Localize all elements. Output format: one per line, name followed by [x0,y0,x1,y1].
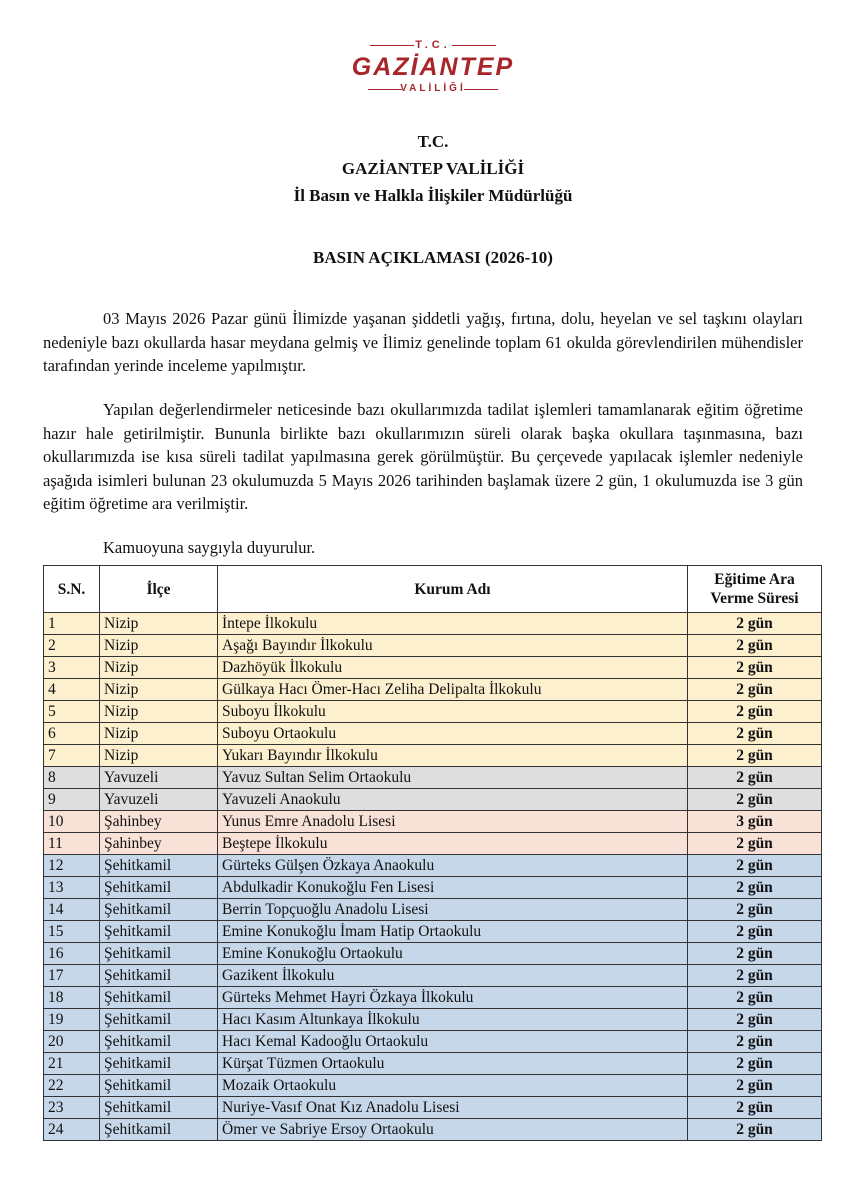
cell-sn: 24 [44,1119,100,1141]
cell-district: Nizip [100,723,218,745]
cell-sn: 3 [44,657,100,679]
cell-institution: Hacı Kasım Altunkaya İlkokulu [218,1009,688,1031]
cell-duration: 2 gün [688,767,822,789]
cell-sn: 15 [44,921,100,943]
table-row [44,723,822,745]
school-list-table [43,565,822,1141]
table-row [44,943,822,965]
cell-duration: 2 gün [688,965,822,987]
cell-sn: 7 [44,745,100,767]
cell-duration: 2 gün [688,723,822,745]
cell-institution: Ömer ve Sabriye Ersoy Ortaokulu [218,1119,688,1141]
cell-sn: 21 [44,1053,100,1075]
cell-duration: 2 gün [688,613,822,635]
cell-duration: 2 gün [688,1053,822,1075]
header-district: İlçe [100,566,218,613]
paragraph-1 [43,307,803,378]
cell-institution: Suboyu Ortaokulu [218,723,688,745]
cell-sn: 1 [44,613,100,635]
table-row [44,767,822,789]
cell-duration: 2 gün [688,635,822,657]
cell-duration: 2 gün [688,943,822,965]
cell-duration: 3 gün [688,811,822,833]
logo-city-name: GAZİANTEP [351,53,515,81]
cell-district: Nizip [100,745,218,767]
cell-duration: 2 gün [688,1097,822,1119]
table-body [44,613,822,1141]
cell-institution: Abdulkadir Konukoğlu Fen Lisesi [218,877,688,899]
cell-district: Nizip [100,613,218,635]
cell-district: Şehitkamil [100,921,218,943]
cell-institution: Dazhöyük İlkokulu [218,657,688,679]
cell-district: Şehitkamil [100,987,218,1009]
cell-district: Şahinbey [100,811,218,833]
cell-institution: Gürteks Gülşen Özkaya Anaokulu [218,855,688,877]
cell-district: Şehitkamil [100,1119,218,1141]
cell-district: Nizip [100,701,218,723]
cell-district: Şehitkamil [100,943,218,965]
cell-duration: 2 gün [688,657,822,679]
table-row [44,899,822,921]
cell-institution: Gazikent İlkokulu [218,965,688,987]
cell-sn: 17 [44,965,100,987]
table-header-row [44,566,822,613]
cell-institution: Kürşat Tüzmen Ortaokulu [218,1053,688,1075]
table-row [44,613,822,635]
table-row [44,1053,822,1075]
table-row [44,1031,822,1053]
cell-district: Şehitkamil [100,899,218,921]
table-row [44,635,822,657]
cell-sn: 4 [44,679,100,701]
cell-district: Yavuzeli [100,789,218,811]
table-row [44,1119,822,1141]
cell-institution: Hacı Kemal Kadooğlu Ortaokulu [218,1031,688,1053]
header-directorate: İl Basın ve Halkla İlişkiler Müdürlüğü [293,186,573,205]
cell-duration: 2 gün [688,833,822,855]
cell-institution: Emine Konukoğlu Ortaokulu [218,943,688,965]
cell-sn: 18 [44,987,100,1009]
cell-district: Şehitkamil [100,1053,218,1075]
cell-sn: 23 [44,1097,100,1119]
cell-institution: Suboyu İlkokulu [218,701,688,723]
table-row [44,987,822,1009]
cell-sn: 13 [44,877,100,899]
cell-sn: 16 [44,943,100,965]
table-row [44,1075,822,1097]
cell-duration: 2 gün [688,877,822,899]
table-row [44,921,822,943]
cell-institution: Berrin Topçuoğlu Anadolu Lisesi [218,899,688,921]
cell-institution: Beştepe İlkokulu [218,833,688,855]
cell-district: Şehitkamil [100,1031,218,1053]
cell-institution: Aşağı Bayındır İlkokulu [218,635,688,657]
cell-duration: 2 gün [688,921,822,943]
header-institution: Kurum Adı [218,566,688,613]
table-row [44,965,822,987]
cell-sn: 10 [44,811,100,833]
cell-institution: Mozaik Ortaokulu [218,1075,688,1097]
table-row [44,877,822,899]
table-row [44,811,822,833]
cell-sn: 14 [44,899,100,921]
cell-institution: Yavuzeli Anaokulu [218,789,688,811]
cell-institution: Yunus Emre Anadolu Lisesi [218,811,688,833]
cell-duration: 2 gün [688,1031,822,1053]
cell-institution: Nuriye-Vasıf Onat Kız Anadolu Lisesi [218,1097,688,1119]
cell-sn: 22 [44,1075,100,1097]
cell-duration: 2 gün [688,1009,822,1031]
cell-district: Şehitkamil [100,855,218,877]
cell-institution: Gürteks Mehmet Hayri Özkaya İlkokulu [218,987,688,1009]
table-row [44,855,822,877]
cell-sn: 12 [44,855,100,877]
paragraph-2-text: Yapılan değerlendirmeler neticesinde bazı okullarımızda tadilat işlemleri tamamlanarak eğitim öğretime hazır hale getirilmiştir. Bununla birlikte bazı okullarımızın süreli olarak başka okullara taşınmasına, bazı okullarımızda ise kısa süreli tadilat yapılmasına gerek görülmüştür. Bu çerçevede yapılacak işlemler nedeniyle aşağıda isimleri bulunan 23 okulumuzda 5 Mayıs 2026 tarihinden başlamak üzere 2 gün, 1 okulumuzda ise 3 gün eğitim öğretime ara verilmiştir. [43,400,803,513]
cell-duration: 2 gün [688,987,822,1009]
cell-sn: 20 [44,1031,100,1053]
cell-sn: 9 [44,789,100,811]
table-row [44,789,822,811]
paragraph-3 [43,536,803,560]
cell-district: Şehitkamil [100,965,218,987]
table-row [44,1009,822,1031]
logo-tc: T.C. [0,38,866,52]
cell-duration: 2 gün [688,701,822,723]
cell-sn: 6 [44,723,100,745]
table-row [44,679,822,701]
cell-institution: Yukarı Bayındır İlkokulu [218,745,688,767]
governorship-logo [0,38,866,96]
header-sn: S.N. [44,566,100,613]
logo-valiligi: VALİLİĞİ [0,82,866,96]
header-tc: T.C. [417,132,449,151]
cell-district: Şehitkamil [100,1097,218,1119]
table-row [44,701,822,723]
cell-duration: 2 gün [688,745,822,767]
cell-district: Yavuzeli [100,767,218,789]
cell-district: Şehitkamil [100,877,218,899]
header-duration: Eğitime Ara Verme Süresi [688,566,822,613]
cell-district: Şehitkamil [100,1009,218,1031]
cell-duration: 2 gün [688,855,822,877]
cell-institution: İntepe İlkokulu [218,613,688,635]
document-title: BASIN AÇIKLAMASI (2026-10) [313,248,553,267]
cell-institution: Emine Konukoğlu İmam Hatip Ortaokulu [218,921,688,943]
paragraph-3-text: Kamuoyuna saygıyla duyurulur. [103,538,316,557]
cell-institution: Yavuz Sultan Selim Ortaokulu [218,767,688,789]
cell-sn: 5 [44,701,100,723]
cell-duration: 2 gün [688,679,822,701]
header-governorship: GAZİANTEP VALİLİĞİ [341,159,525,178]
table-row [44,1097,822,1119]
cell-sn: 8 [44,767,100,789]
cell-sn: 11 [44,833,100,855]
table-row [44,745,822,767]
cell-duration: 2 gün [688,899,822,921]
cell-district: Nizip [100,635,218,657]
table-row [44,833,822,855]
cell-duration: 2 gün [688,789,822,811]
table-row [44,657,822,679]
cell-sn: 19 [44,1009,100,1031]
cell-institution: Gülkaya Hacı Ömer-Hacı Zeliha Delipalta İlkokulu [218,679,688,701]
cell-district: Şehitkamil [100,1075,218,1097]
cell-district: Şahinbey [100,833,218,855]
paragraph-2 [43,398,803,516]
cell-district: Nizip [100,657,218,679]
paragraph-1-text: 03 Mayıs 2026 Pazar günü İlimizde yaşanan şiddetli yağış, fırtına, dolu, heyelan ve sel taşkını olayları nedeniyle bazı okullarda hasar meydana gelmiş ve İlimiz genelinde toplam 61 okulda görevlendirilen mühendisler tarafından yerinde inceleme yapılmıştır. [43,309,803,375]
cell-sn: 2 [44,635,100,657]
cell-duration: 2 gün [688,1119,822,1141]
cell-duration: 2 gün [688,1075,822,1097]
cell-district: Nizip [100,679,218,701]
